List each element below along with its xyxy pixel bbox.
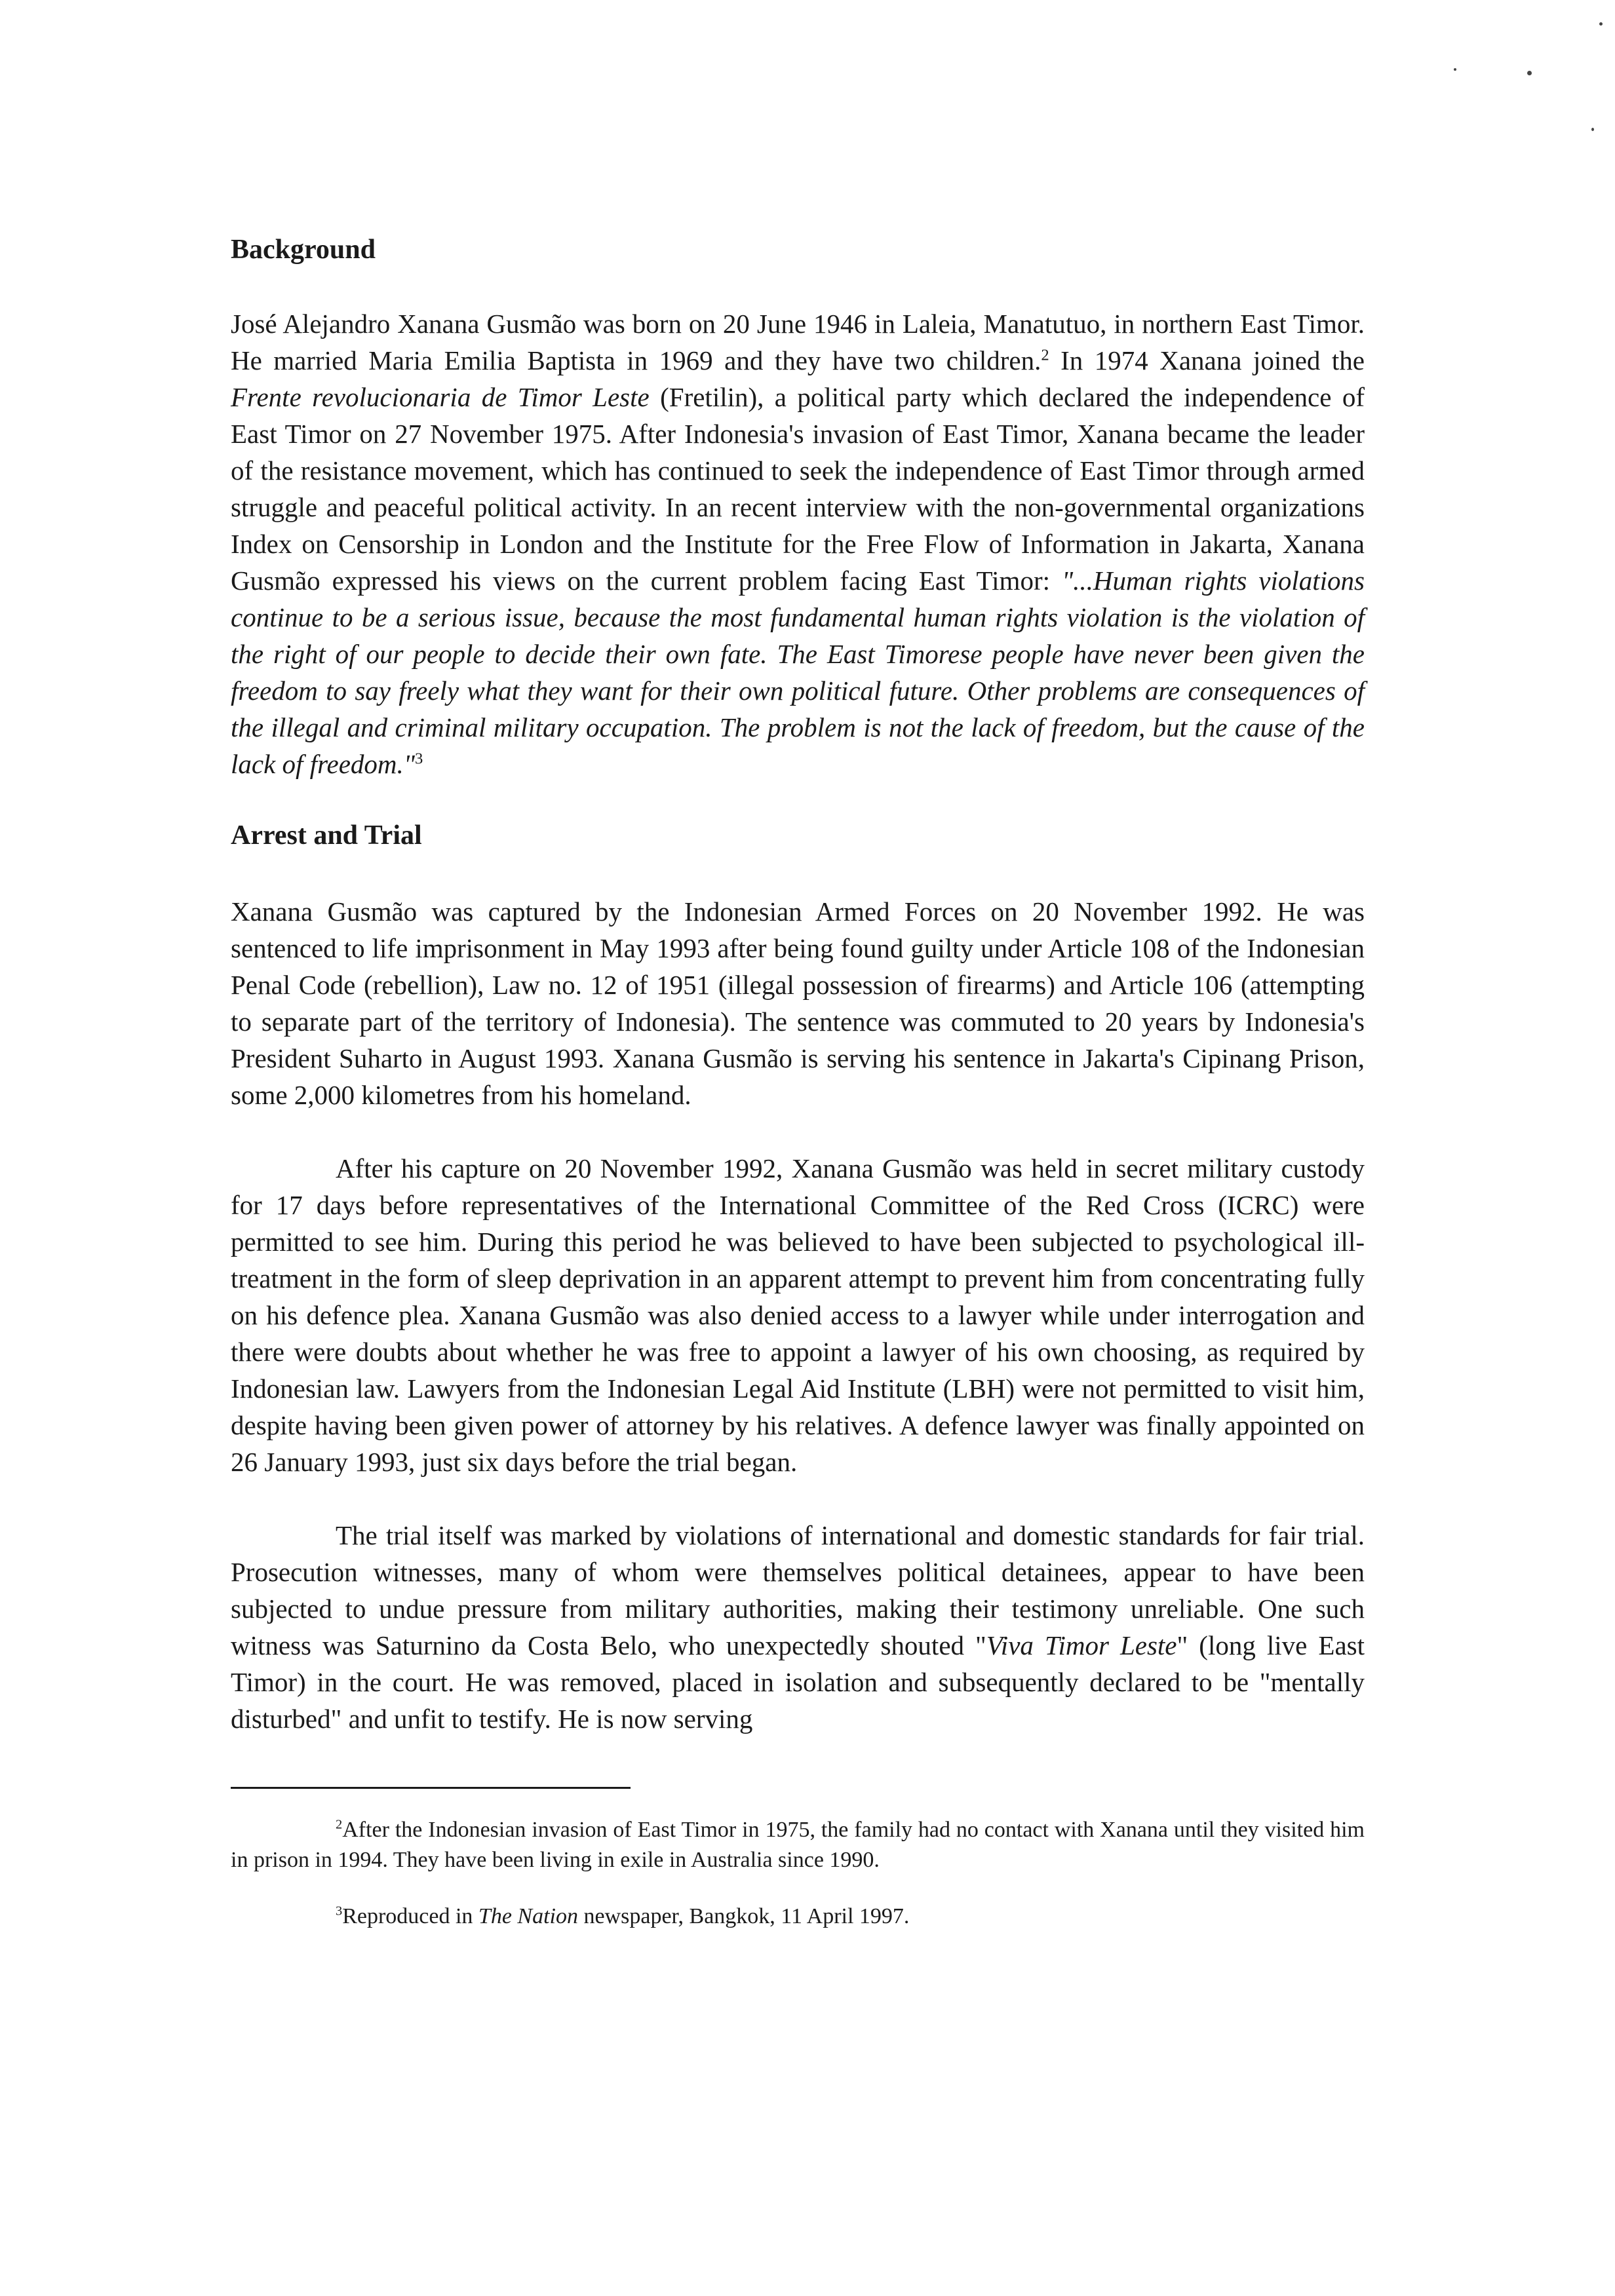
arrest-paragraph-2: After his capture on 20 November 1992, Xanana Gusmão was held in secret military custody for 17 days before representatives of the International Committee of the Red Cross (ICRC) were permitted to see him. During this period he was believed to have been subjected to psychological ill-treatment in the form of sleep deprivation in an apparent attempt to prevent him from concentrating fully on his defence plea. Xanana Gusmão was also denied access to a lawyer while under interrogation and there were doubts about whether he was free to appoint a lawyer of his own choosing, as required by Indonesian law. Lawyers from the Indonesian Legal Aid Institute (LBH) were not permitted to visit him, despite having been given power of attorney by his relatives. A defence lawyer was finally appointed on 26 January 1993, just six days before the trial began.	[231, 1153, 1365, 1477]
text-run: newspaper, Bangkok, 11 April 1997.	[578, 1904, 910, 1928]
text-run: Reproduced in	[342, 1904, 478, 1928]
document-body	[231, 233, 1365, 1932]
text-run: José Alejandro Xanana Gusmão was born on 20 June 1946 in Laleia, Manatutuo, in northern East Timor. He married Maria Emilia Baptista in 1969 and they have two children.	[231, 309, 1365, 376]
scan-speck	[1454, 68, 1456, 71]
footnote-3	[231, 1902, 1365, 1932]
footnote-marker: 2	[1041, 346, 1049, 364]
footnote-separator	[231, 1787, 631, 1789]
text-run: In 1974 Xanana joined the	[1049, 345, 1365, 376]
text-run: (Fretilin), a political party which declared the independence of East Timor on 27 November 1975. After Indonesia's invasion of East Timor, Xanana became the leader of the resistance movement, which has continued to seek the independence of East Timor through armed struggle and peaceful political activity. In an recent interview with the non-governmental organizations Index on Censorship in London and the Institute for the Free Flow of Information in Jakarta, Xanana Gusmão expressed his views on the current problem facing East Timor:	[231, 382, 1365, 596]
text-run: After the Indonesian invasion of East Timor in 1975, the family had no contact with Xanana until they visited him in prison in 1994. They have been living in exile in Australia since 1990.	[231, 1817, 1365, 1872]
text-run: The Nation	[478, 1904, 578, 1928]
text-run: " (long live East Timor) in the court. He was removed, placed in isolation and subsequently declared to be "mentally disturbed" and unfit to testify. He is now serving	[231, 1630, 1365, 1734]
section-heading-arrest-and-trial: Arrest and Trial	[231, 820, 422, 851]
text-run: The trial itself was marked by violations of international and domestic standards for fair trial. Prosecution witnesses, many of whom were themselves political detainees, appear to have been subjected to undue pressure from military authorities, making their testimony unreliable. One such witness was Saturnino da Costa Belo, who unexpectedly shouted "	[231, 1520, 1365, 1660]
arrest-paragraph-3	[231, 1517, 1365, 1737]
footnote-marker: 3	[414, 750, 423, 768]
footnote-marker: 2	[336, 1817, 343, 1832]
footnotes	[231, 1815, 1365, 1932]
section-heading-background: Background	[231, 235, 376, 265]
scan-speck	[1527, 71, 1532, 75]
footnote-marker: 3	[336, 1904, 343, 1919]
text-run: Viva Timor Leste	[986, 1630, 1177, 1660]
text-run: "...Human rights violations continue to be a serious issue, because the most fundamental human rights violation is the violation of the right of our people to decide their own fate. The East Timorese people have never been given the freedom to say freely what they want for their own political future. Other problems are consequences of the illegal and criminal military occupation. The problem is not the lack of freedom, but the cause of the lack of freedom."	[231, 565, 1365, 780]
arrest-paragraph-1: Xanana Gusmão was captured by the Indonesian Armed Forces on 20 November 1992. He was sentenced to life imprisonment in May 1993 after being found guilty under Article 108 of the Indonesian Penal Code (rebellion), Law no. 12 of 1951 (illegal possession of firearms) and Article 106 (attempting to separate part of the territory of Indonesia). The sentence was commuted to 20 years by Indonesia's President Suharto in August 1993. Xanana Gusmão is serving his sentence in Jakarta's Cipinang Prison, some 2,000 kilometres from his homeland.	[231, 896, 1365, 1110]
footnote-2	[231, 1815, 1365, 1875]
scan-speck	[1599, 22, 1603, 26]
background-paragraph	[231, 305, 1365, 782]
text-run: Frente revolucionaria de Timor Leste	[231, 382, 650, 413]
scan-speck	[1591, 128, 1594, 131]
